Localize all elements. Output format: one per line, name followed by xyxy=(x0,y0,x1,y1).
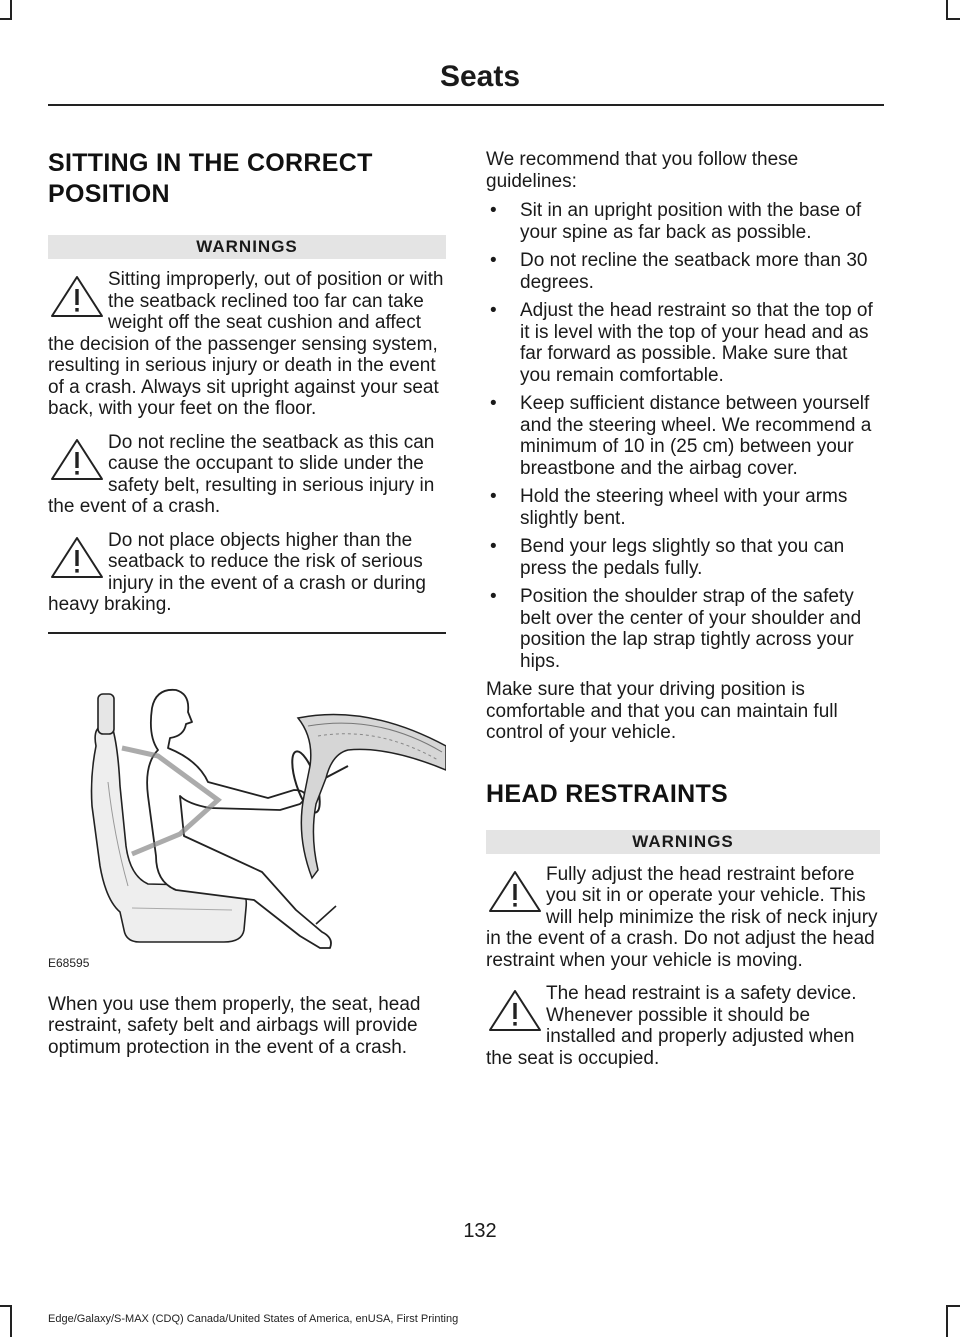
list-item xyxy=(486,486,880,529)
warning-triangle-icon xyxy=(486,989,544,1033)
list-item-text: Position the shoulder strap of the safety belt over the center of your shoulder and position the lap strap tightly across your hips. xyxy=(520,586,862,672)
warning-triangle-icon xyxy=(48,438,106,482)
seated-driver-illustration xyxy=(48,686,446,972)
bullet-mark: • xyxy=(490,586,497,607)
warnings-heading: WARNINGS xyxy=(48,235,446,259)
warning-text: The head restraint is a safety device. Whenever possible it should be installed and properly adjusted when the seat is occupied. xyxy=(486,983,857,1069)
crop-mark xyxy=(946,1305,960,1307)
section-title: HEAD RESTRAINTS xyxy=(486,779,729,808)
page-header-title: Seats xyxy=(439,60,521,93)
bullet-mark: • xyxy=(490,486,497,507)
bullet-mark: • xyxy=(490,536,497,557)
bullet-mark: • xyxy=(490,200,497,221)
list-item xyxy=(486,536,880,579)
list-item-text: Bend your legs slightly so that you can press the pedals fully. xyxy=(520,536,845,579)
crop-mark xyxy=(10,1305,12,1337)
section-rule xyxy=(48,632,446,634)
crop-mark xyxy=(0,1305,12,1307)
warning-text: Fully adjust the head restraint before you sit in or operate your vehicle. This will help minimize the risk of neck injury in the event of a crash. Do not adjust the head restraint when your vehicle is moving. xyxy=(486,863,878,971)
warning-item xyxy=(48,269,446,420)
list-item xyxy=(486,393,880,479)
section-title-line2: POSITION xyxy=(48,180,170,208)
bullet-mark: • xyxy=(490,393,497,414)
list-item-text: Keep sufficient distance between yourself and the steering wheel. We recommend a minimum of 10 in (25 cm) between your breastbone and the airbag cover. xyxy=(520,393,872,479)
crop-mark xyxy=(946,18,960,20)
list-item xyxy=(486,250,880,293)
bullet-mark: • xyxy=(490,300,497,321)
crop-mark xyxy=(0,18,12,20)
warning-item xyxy=(48,530,446,616)
list-item-text: Hold the steering wheel with your arms slightly bent. xyxy=(520,486,848,529)
list-item xyxy=(486,586,880,672)
section-title xyxy=(48,148,446,210)
warning-text: Do not recline the seatback as this can cause the occupant to slide under the safety belt, resulting in serious injury in the event of a crash. xyxy=(48,431,435,517)
header-rule xyxy=(48,104,884,106)
crop-mark xyxy=(946,1305,948,1337)
guidelines-intro: We recommend that you follow these guidelines: xyxy=(486,149,799,192)
warning-triangle-icon xyxy=(48,275,106,319)
bullet-mark: • xyxy=(490,250,497,271)
driving-position-figure xyxy=(48,686,446,972)
warning-item xyxy=(486,864,880,972)
list-item xyxy=(486,200,880,243)
body-paragraph: Make sure that your driving position is comfortable and that you can maintain full control of your vehicle. xyxy=(486,679,838,743)
page-number: 132 xyxy=(463,1220,497,1242)
warning-triangle-icon xyxy=(486,870,544,914)
list-item-text: Do not recline the seatback more than 30 degrees. xyxy=(520,250,868,293)
guidelines-list xyxy=(486,200,880,672)
figure-code: E68595 xyxy=(48,955,90,970)
list-item xyxy=(486,300,880,386)
warning-item xyxy=(48,432,446,518)
crop-mark xyxy=(10,0,12,20)
crop-mark xyxy=(946,0,948,20)
left-column xyxy=(48,140,446,1058)
list-item-text: Sit in an upright position with the base of your spine as far back as possible. xyxy=(520,200,862,243)
body-paragraph: When you use them properly, the seat, head restraint, safety belt and airbags will provide optimum protection in the event of a crash. xyxy=(48,993,421,1058)
warning-triangle-icon xyxy=(48,536,106,580)
warning-item xyxy=(486,983,880,1069)
list-item-text: Adjust the head restraint so that the top of it is level with the top of your head and as far forward as possible. Make sure that you remain comfortable. xyxy=(520,300,873,386)
warning-text: Do not place objects higher than the seatback to reduce the risk of serious injury in the event of a crash or during heavy braking. xyxy=(48,529,426,615)
warning-text: Sitting improperly, out of position or with the seatback reclined too far can take weight off the seat cushion and affect the decision of the passenger sensing system, resulting in serious injury or death in the event of a crash. Always sit upright against your seat back, with your feet on the floor. xyxy=(48,269,444,419)
right-column xyxy=(486,140,880,1069)
warnings-heading: WARNINGS xyxy=(486,830,880,854)
section-title-line1: SITTING IN THE CORRECT xyxy=(48,149,373,177)
footer-text: Edge/Galaxy/S-MAX (CDQ) Canada/United States of America, enUSA, First Printing xyxy=(48,1313,459,1325)
